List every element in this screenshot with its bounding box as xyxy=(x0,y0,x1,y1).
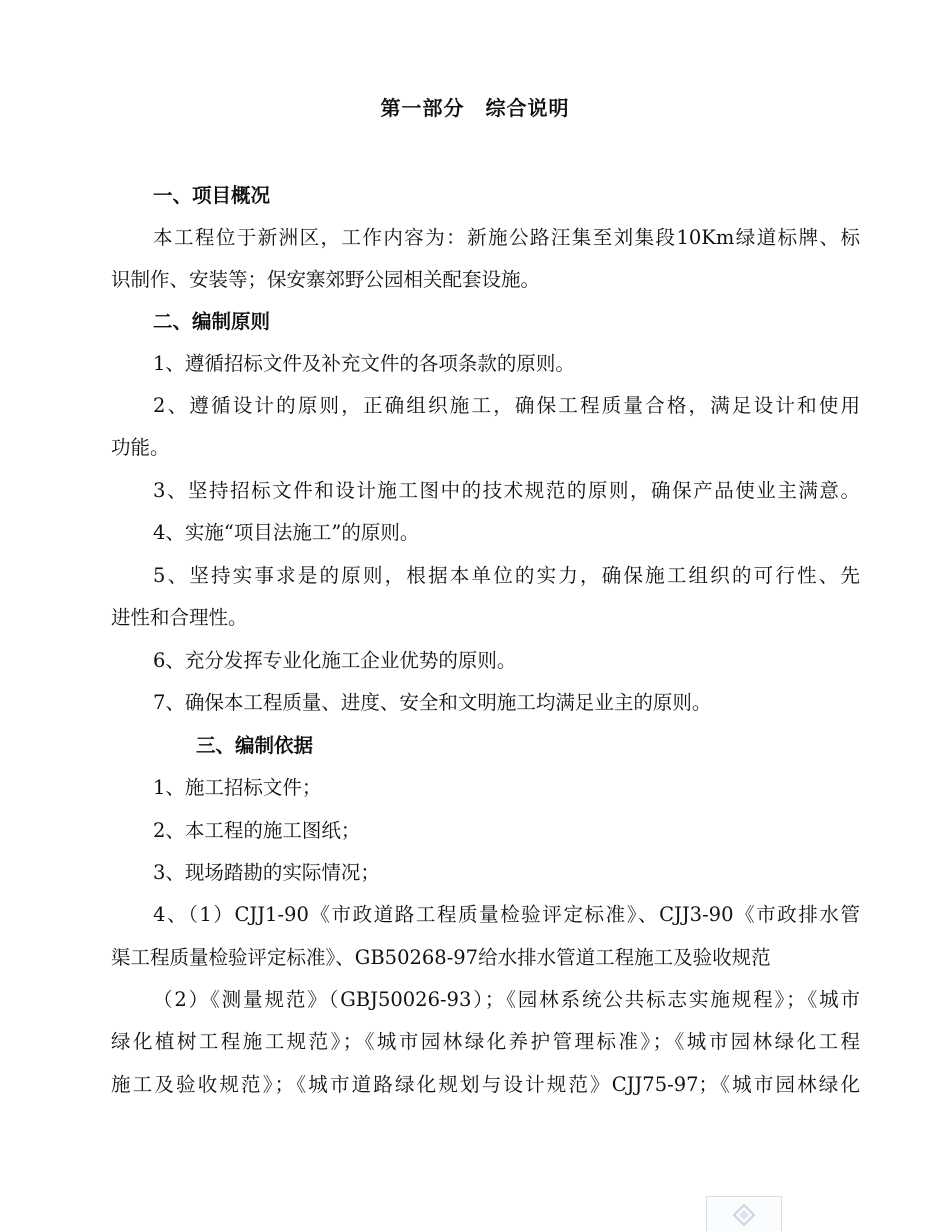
list-item: 7、确保本工程质量、进度、安全和文明施工均满足业主的原则。 xyxy=(153,691,712,714)
paragraph-line: 识制作、安装等；保安寨郊野公园相关配套设施。 xyxy=(111,268,541,291)
list-item: 1、施工招标文件； xyxy=(153,776,322,799)
page-title: 第一部分 综合说明 xyxy=(380,96,570,120)
list-item-continuation: 施工及验收规范》；《城市道路绿化规划与设计规范》CJJ75-97；《城市园林绿化 xyxy=(111,1073,860,1096)
paragraph-line: 本工程位于新洲区，工作内容为：新施公路汪集至刘集段10Km绿道标牌、标 xyxy=(153,226,860,249)
list-item-continuation: 进性和合理性。 xyxy=(111,606,248,629)
list-item: 6、充分发挥专业化施工企业优势的原则。 xyxy=(153,649,517,672)
list-item-continuation: 渠工程质量检验评定标准》、GB50268-97给水排水管道工程施工及验收规范 xyxy=(111,946,771,969)
section-heading-overview: 一、项目概况 xyxy=(153,184,271,207)
list-item: 4、实施“项目法施工”的原则。 xyxy=(153,521,420,544)
list-item: 3、坚持招标文件和设计施工图中的技术规范的原则，确保产品使业主满意。 xyxy=(153,479,860,502)
section-heading-principles: 二、编制原则 xyxy=(153,310,271,333)
list-item: 5、坚持实事求是的原则，根据本单位的实力，确保施工组织的可行性、先 xyxy=(153,564,860,587)
list-item: 2、本工程的施工图纸； xyxy=(153,819,361,842)
list-item-continuation: 绿化植树工程施工规范》；《城市园林绿化养护管理标准》；《城市园林绿化工程 xyxy=(111,1030,860,1053)
list-item: 2、遵循设计的原则，正确组织施工，确保工程质量合格，满足设计和使用 xyxy=(153,394,860,417)
list-item: 1、遵循招标文件及补充文件的各项条款的原则。 xyxy=(153,352,575,375)
list-item-continuation: 功能。 xyxy=(111,436,170,459)
section-heading-basis: 三、编制依据 xyxy=(196,734,314,757)
watermark-logo xyxy=(706,1196,782,1231)
watermark-icon xyxy=(732,1203,756,1227)
list-item: 3、现场踏勘的实际情况； xyxy=(153,861,380,884)
list-item: （2）《测量规范》（GBJ50026-93）；《园林系统公共标志实施规程》；《城市 xyxy=(153,988,860,1011)
list-item: 4、（1）CJJ1-90《市政道路工程质量检验评定标准》、CJJ3-90《市政排水管 xyxy=(153,903,860,926)
